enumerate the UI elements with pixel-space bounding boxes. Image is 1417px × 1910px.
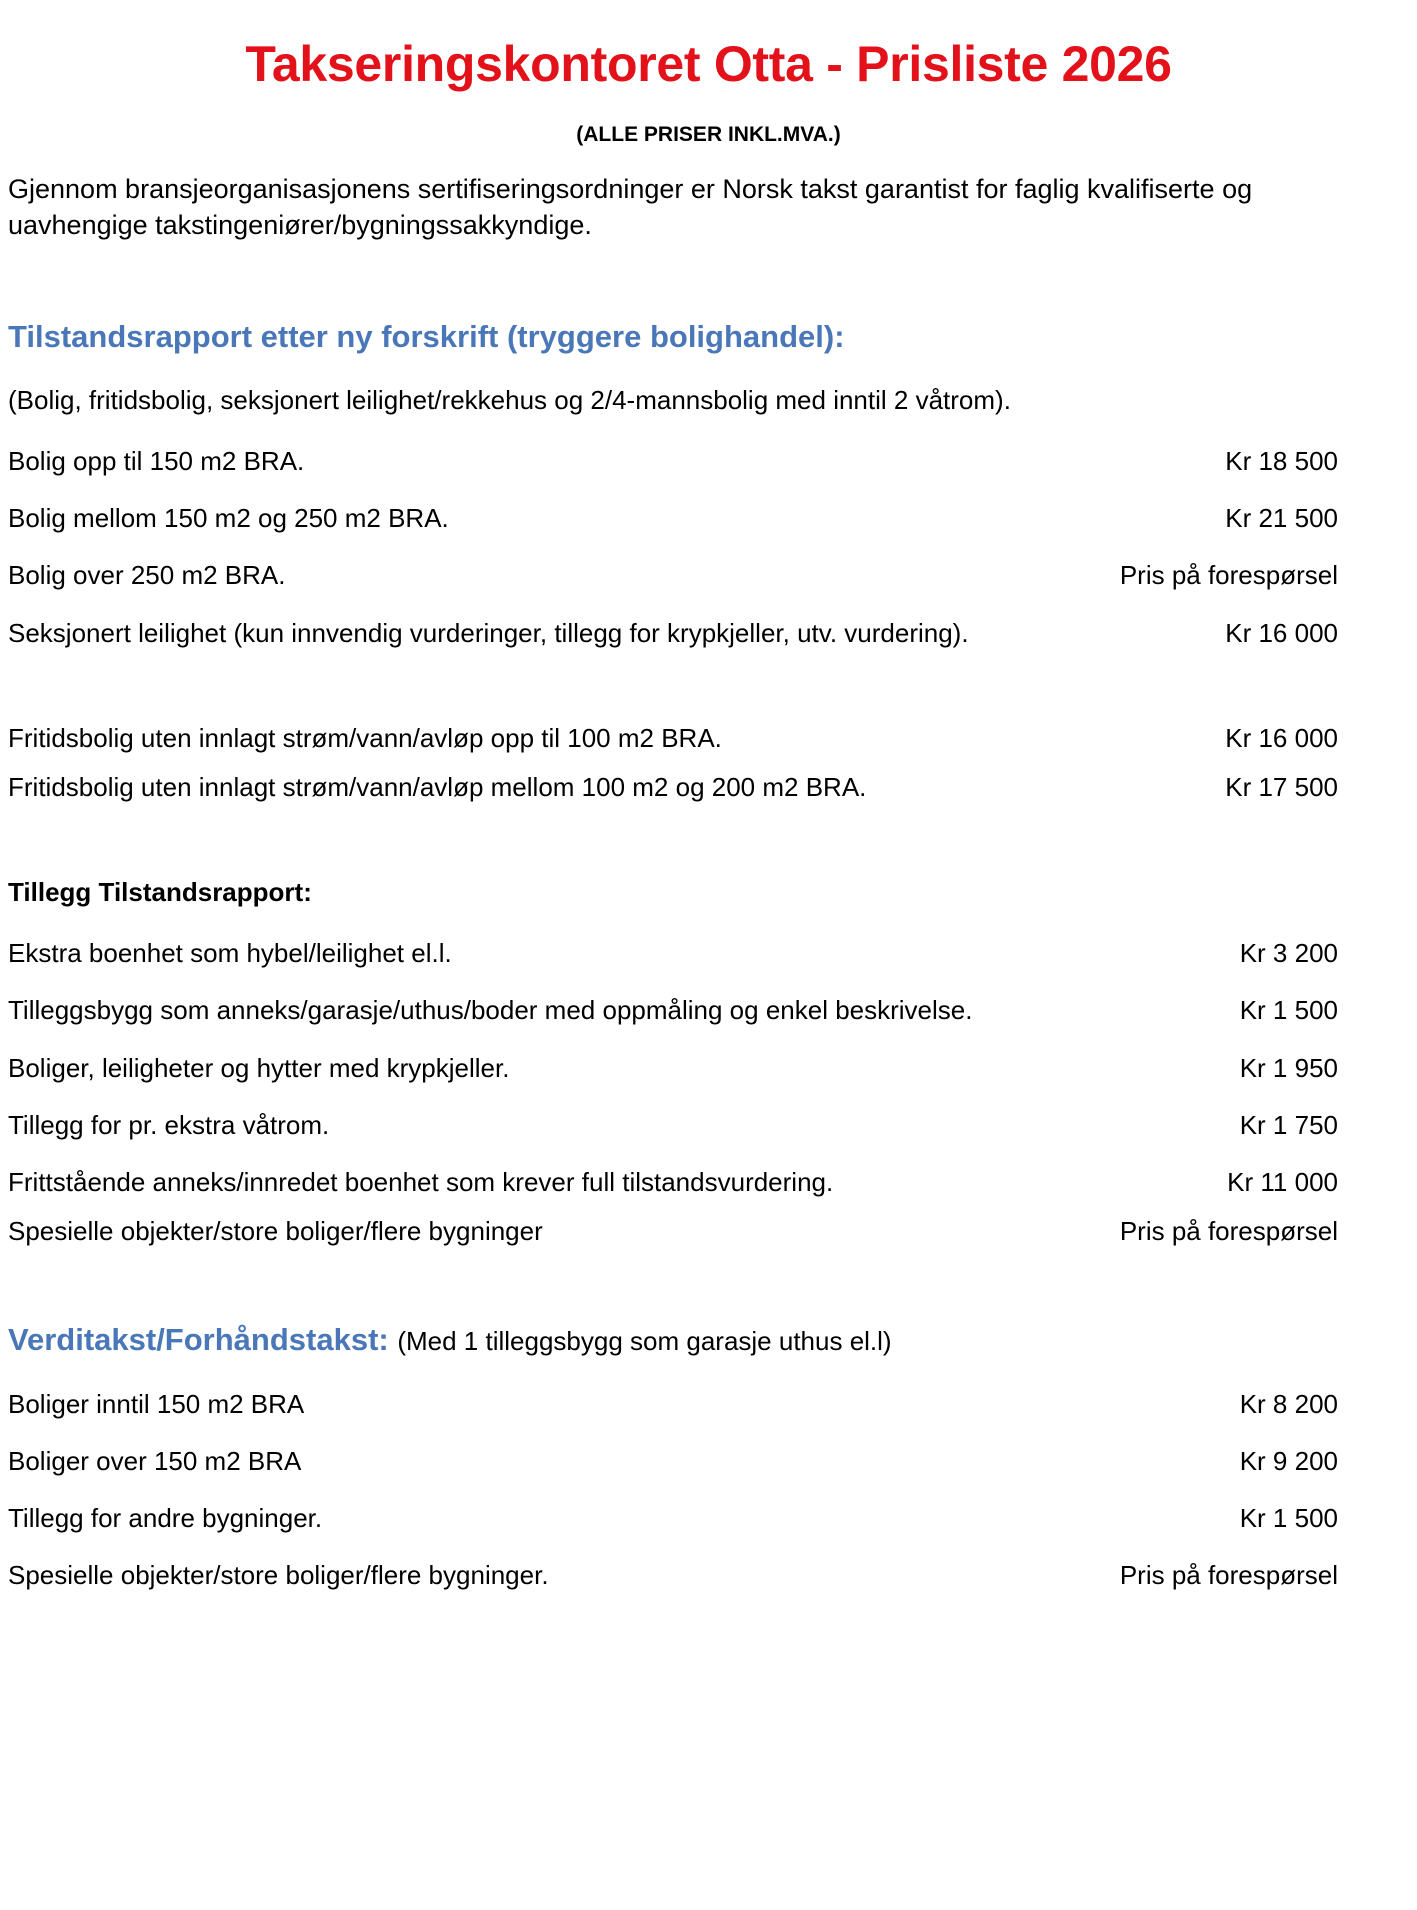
price-row-description: Tillegg for pr. ekstra våtrom.: [8, 1109, 330, 1140]
intro-paragraph: Gjennom bransjeorganisasjonens sertifiseringsordninger er Norsk takst garantist for faglig kvalifiserte og uavhengige takstingeniører/bygningssakkyndige.: [8, 173, 1253, 241]
price-row: [8, 1167, 1338, 1198]
spacer: [8, 908, 1409, 938]
price-row: [8, 772, 1338, 803]
price-row: [8, 503, 1338, 534]
price-row-description: Spesielle objekter/store boliger/flere bygninger.: [8, 1560, 549, 1591]
spacer: [8, 1027, 1409, 1053]
price-row-amount: Kr 1 950: [1239, 1052, 1338, 1083]
price-row-description: Tillegg for andre bygninger.: [8, 1502, 323, 1533]
price-row: [8, 1110, 1338, 1141]
price-row-amount: Pris på forespørsel: [1119, 560, 1338, 591]
price-row: [8, 1389, 1338, 1420]
price-row: [8, 723, 1338, 754]
price-row-amount: Kr 11 000: [1227, 1167, 1338, 1197]
price-row-description: Fritidsbolig uten innlagt strøm/vann/avløp opp til 100 m2 BRA.: [8, 722, 722, 753]
price-row: [8, 446, 1338, 477]
section-heading-verditakst-note: (Med 1 tilleggsbygg som garasje uthus el.l): [397, 1326, 892, 1357]
price-row-description: Bolig mellom 150 m2 og 250 m2 BRA.: [8, 503, 449, 534]
price-row-description: Boliger inntil 150 m2 BRA: [8, 1388, 305, 1419]
price-row: [8, 1503, 1338, 1534]
section-heading-tillegg-tilstandsrapport: Tillegg Tilstandsrapport:: [8, 877, 312, 908]
price-row-amount: Pris på forespørsel: [1119, 1560, 1338, 1591]
price-row-description: Bolig over 250 m2 BRA.: [8, 560, 286, 591]
price-row-description: Frittstående anneks/innredet boenhet som krever full tilstandsvurdering.: [8, 1167, 834, 1197]
price-row-description: Tilleggsbygg som anneks/garasje/uthus/boder med oppmåling og enkel beskrivelse.: [8, 995, 973, 1026]
vat-notice: (ALLE PRISER INKL.MVA.): [576, 122, 841, 146]
spacer: [8, 754, 1409, 772]
section-note-tilstandsrapport: (Bolig, fritidsbolig, seksjonert leilighet/rekkehus og 2/4-mannsbolig med inntil 2 våtrom).: [8, 384, 1011, 415]
price-row-amount: Kr 9 200: [1239, 1445, 1338, 1476]
price-row-amount: Kr 1 500: [1239, 995, 1338, 1026]
price-row: [8, 1053, 1338, 1084]
price-row-amount: Kr 1 500: [1239, 1502, 1338, 1533]
spacer: [8, 969, 1409, 995]
price-row-amount: Pris på forespørsel: [1119, 1216, 1338, 1247]
price-row-description: Ekstra boenhet som hybel/leilighet el.l.: [8, 938, 452, 969]
spacer: [8, 1359, 1409, 1389]
section-heading-tilstandsrapport: Tilstandsrapport etter ny forskrift (tryggere bolighandel):: [8, 318, 845, 354]
spacer: [8, 1247, 1409, 1321]
price-row-description: Bolig opp til 150 m2 BRA.: [8, 445, 305, 476]
price-row-amount: Kr 1 750: [1239, 1109, 1338, 1140]
spacer: [8, 244, 1409, 318]
spacer: [8, 649, 1409, 723]
price-row: [8, 995, 1338, 1026]
spacer: [8, 534, 1409, 560]
price-row-description: Boliger, leiligheter og hytter med krypkjeller.: [8, 1052, 510, 1083]
spacer: [8, 1198, 1409, 1216]
price-row: [8, 618, 1338, 649]
spacer: [8, 1084, 1409, 1110]
price-row-description: Spesielle objekter/store boliger/flere bygninger: [8, 1216, 543, 1247]
section-heading-verditakst-label: Verditakst/Forhåndstakst:: [8, 1322, 389, 1358]
price-row-amount: Kr 3 200: [1239, 938, 1338, 969]
spacer: [8, 1141, 1409, 1167]
section-heading-verditakst: [8, 1321, 1409, 1358]
price-row-description: Seksjonert leilighet (kun innvendig vurderinger, tillegg for krypkjeller, utv. vurdering).: [8, 617, 969, 648]
price-row-amount: Kr 16 000: [1225, 617, 1338, 648]
price-row-amount: Kr 16 000: [1225, 722, 1338, 753]
price-row-amount: Kr 17 500: [1225, 771, 1338, 802]
page-title: Takseringskontoret Otta - Prisliste 2026: [245, 36, 1172, 92]
spacer: [8, 355, 1409, 385]
spacer: [8, 1420, 1409, 1446]
price-row: [8, 1560, 1338, 1591]
price-row: [8, 1446, 1338, 1477]
price-row-amount: Kr 8 200: [1239, 1388, 1338, 1419]
price-row-amount: Kr 18 500: [1225, 445, 1338, 476]
price-row-amount: Kr 21 500: [1225, 503, 1338, 534]
spacer: [8, 416, 1409, 446]
spacer: [8, 803, 1409, 877]
spacer: [8, 592, 1409, 618]
spacer: [8, 1477, 1409, 1503]
spacer: [8, 477, 1409, 503]
price-row-description: Fritidsbolig uten innlagt strøm/vann/avløp mellom 100 m2 og 200 m2 BRA.: [8, 771, 867, 802]
price-row: [8, 1216, 1338, 1247]
price-row: [8, 560, 1338, 591]
spacer: [8, 1534, 1409, 1560]
price-row-description: Boliger over 150 m2 BRA: [8, 1445, 302, 1476]
price-row: [8, 938, 1338, 969]
